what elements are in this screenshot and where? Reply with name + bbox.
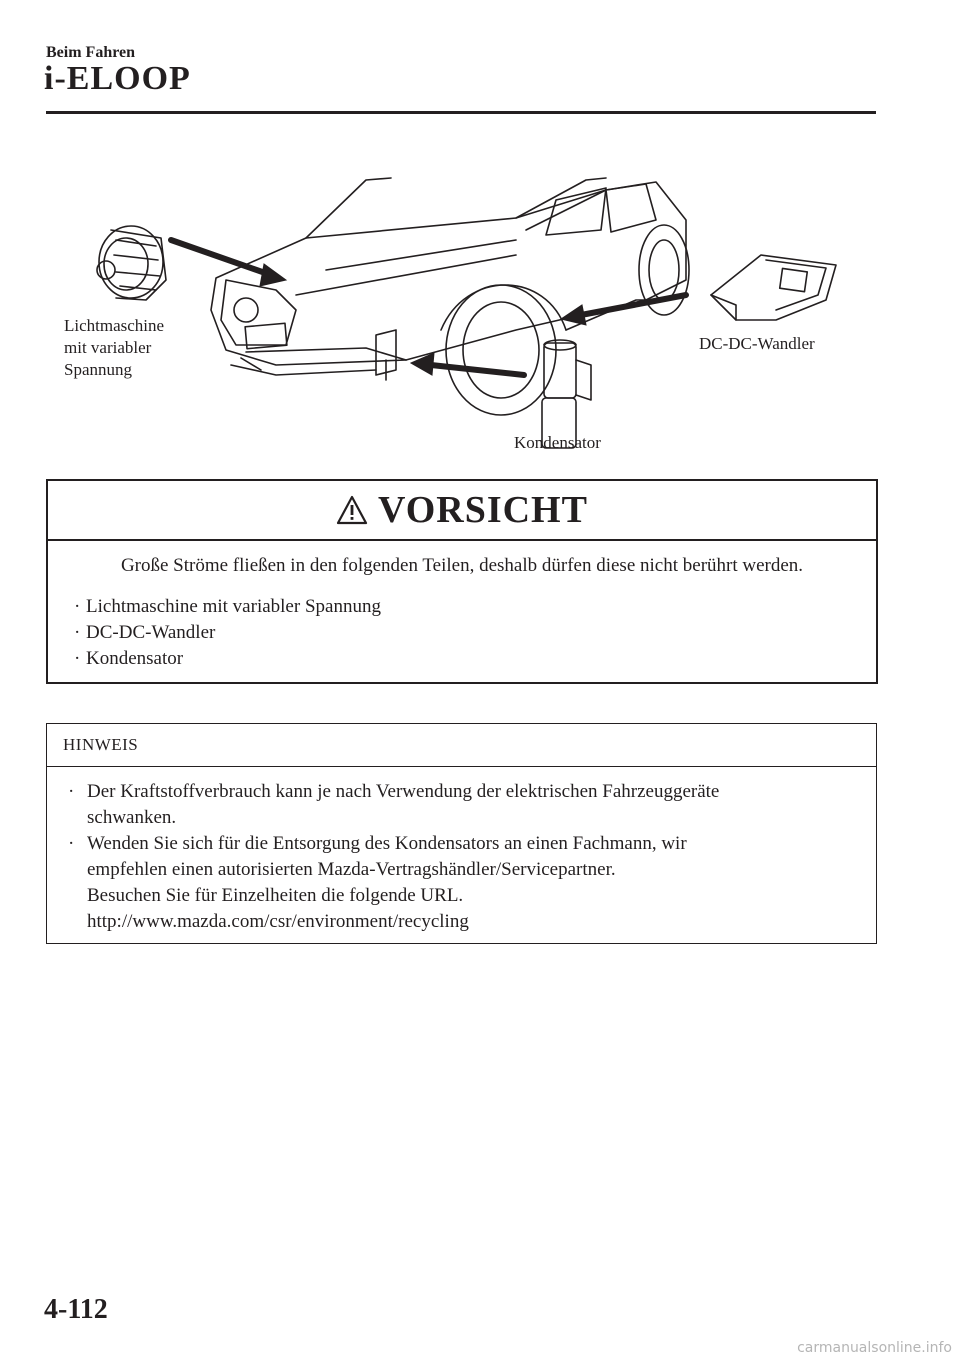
component-location-illustration — [46, 160, 876, 460]
arrow-capacitor — [431, 365, 524, 375]
list-item: · Der Kraftstoffverbrauch kann je nach Verwendung der elektrischen Fahrzeuggeräte schwanken. — [68, 781, 720, 828]
label-dcdc-converter: DC-DC-Wandler — [699, 334, 815, 353]
alternator-illustration — [97, 226, 166, 300]
capacitor-illustration — [376, 330, 591, 448]
page-title: i-ELOOP — [44, 60, 191, 97]
list-item: · Wenden Sie sich für die Entsorgung des Kondensators an einen Fachmann, wir empfehlen einen autorisierten Mazda-Vertragshändler/Servicepartner. Besuchen Sie für Einzelheiten die folgende URL. http://www.mazda.com/csr/environment/recycling — [47, 831, 876, 935]
page-number: 4-112 — [44, 1294, 108, 1325]
list-item: · DC-DC-Wandler — [74, 622, 216, 643]
watermark: carmanualsonline.info — [797, 1340, 952, 1356]
label-alternator-line: mit variabler — [64, 338, 152, 357]
warning-triangle-icon — [336, 495, 368, 525]
note-box — [46, 723, 877, 944]
label-capacitor: Kondensator — [514, 433, 601, 452]
list-item: · Kondensator — [74, 648, 184, 669]
note-list — [47, 767, 876, 935]
caution-header — [48, 481, 876, 541]
dcdc-illustration — [711, 255, 836, 320]
title-divider — [46, 111, 876, 114]
car-illustration — [211, 178, 689, 415]
section-label: Beim Fahren — [46, 44, 136, 61]
label-alternator-line: Spannung — [64, 360, 132, 379]
label-alternator-line: Lichtmaschine — [64, 316, 165, 335]
list-item: · Lichtmaschine mit variabler Spannung — [74, 596, 381, 617]
recycling-url[interactable]: http://www.mazda.com/csr/environment/recycling — [87, 911, 469, 932]
note-title: HINWEIS — [47, 724, 876, 767]
arrow-alternator — [171, 240, 271, 275]
caution-text: Große Ströme fließen in den folgenden Teilen, deshalb dürfen diese nicht berührt werden. — [120, 555, 804, 576]
caution-list — [74, 594, 381, 672]
caution-title: VORSICHT — [378, 489, 588, 531]
arrow-dcdc — [581, 295, 686, 315]
label-alternator — [64, 315, 204, 381]
